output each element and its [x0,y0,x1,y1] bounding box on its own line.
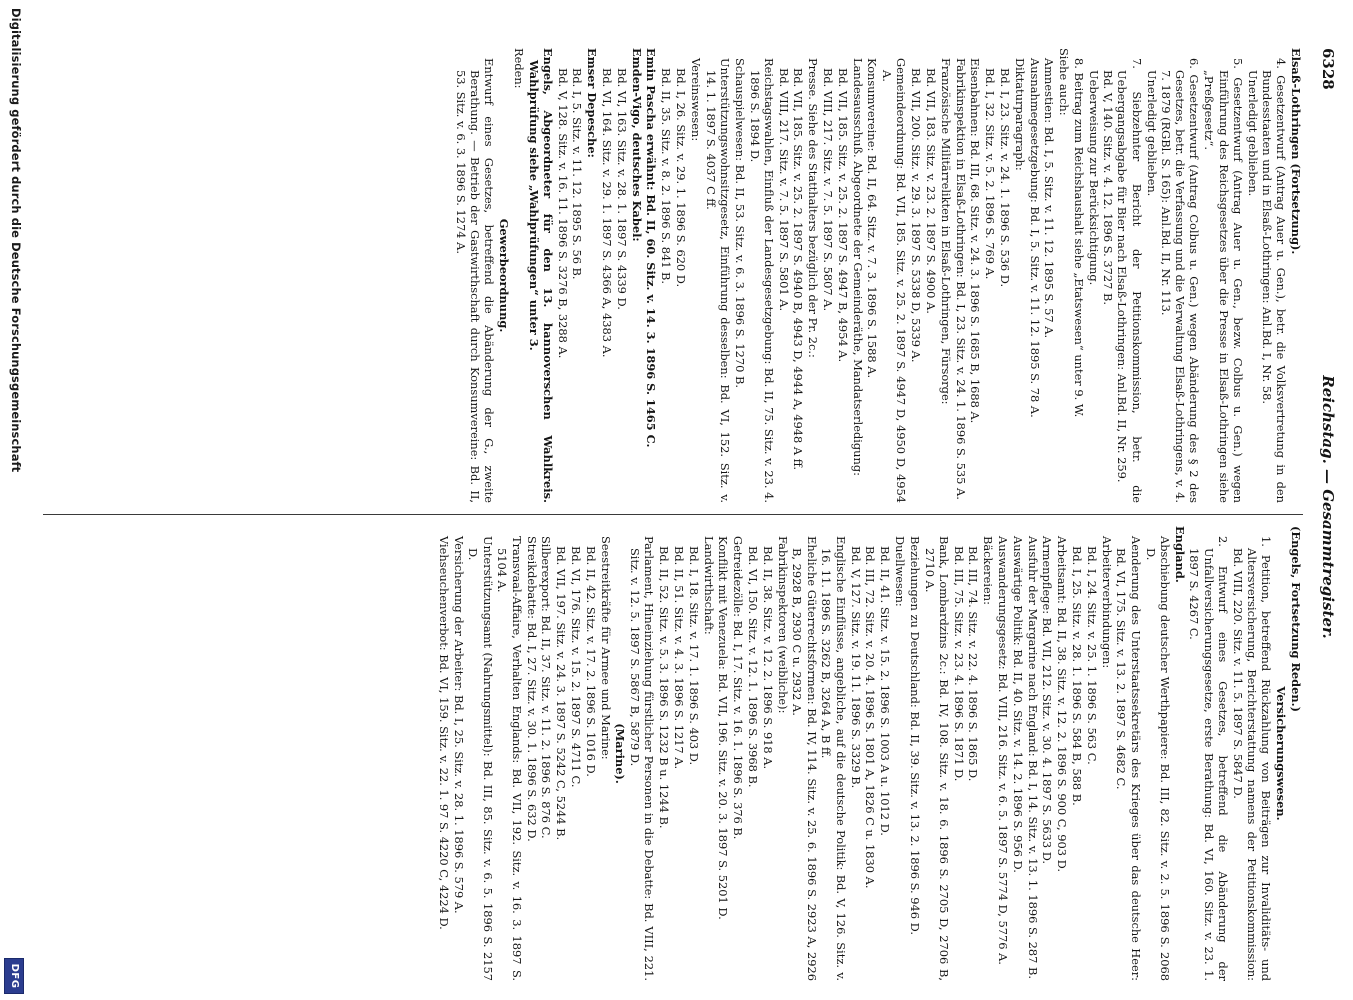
index-entry: Landwirthschaft: [701,536,716,635]
index-entry: Entwurf eines Gesetzes, betreffend die Abänderung der G., zweite Berathung. — Betrieb der Gastwirthschaft durch Konsumvereine: Bd. II, 53. Sitz. v. 6. 3. 1896 S. 1274 A. [453,58,497,503]
index-entry: Bd. I, 25. Sitz. v. 28. 1. 1896 S. 584 B, 588 B. [1070,546,1085,806]
index-entry: Seestreitkräfte für Armee und Marine: [598,536,613,760]
index-entry: Auswanderungsgesetz: Bd. VIII, 216. Sitz. v. 6. 5. 1897 S. 5774 D, 5776 A. [996,536,1011,965]
index-entry: Siehe auch: [1057,48,1072,116]
index-entry: Bd. II, 42. Sitz. v. 17. 2. 1896 S. 1016 D. [583,546,598,777]
index-entry: Bd. I, 24. Sitz. v. 25. 1. 1896 S. 563 C. [1084,546,1099,765]
index-entry: Bd. I, 18. Sitz. v. 17. 1. 1896 S. 403 D. [686,546,701,766]
index-entry: Auswärtige Politik: Bd. II, 40. Sitz. v. 14. 2. 1896 S. 956 D. [1010,536,1025,873]
index-entry: Bd. VI, 163. Sitz. v. 28. 1. 1897 S. 4339 D. [614,68,629,310]
index-entry: Silberexport: Bd. II, 37. Sitz. v. 11. 2. 1896 S. 876 C. [539,536,554,839]
left-column [48,48,1303,503]
index-entry: Fabrikinspektion in Elsaß-Lothringen: Bd. I, 23. Sitz. v. 24. 1. 1896 S. 535 A. [953,58,968,500]
index-entry: Reichstagswahlen, Einfluß der Landesgesetzgebung: Bd. II, 75. Sitz. v. 23. 4. 1896 S. 1894 D. [747,58,776,503]
index-entry: Gemeindeordnung: Bd. VII, 185. Sitz. v. 25. 2. 1897 S. 4947 D, 4950 D, 4954 A. [880,58,909,503]
index-entry: Vereinswesen: [688,58,703,142]
index-entry: (Marine). [613,723,628,784]
running-title: Reichstag. — Gesammtregister. [1319,375,1337,639]
index-entry: Duellwesen: [892,536,907,607]
index-entry: Amnestien: Bd. I, 5. Sitz. v. 11. 12. 1895 S. 57 A. [1042,58,1057,339]
index-entry: Parlament, Hineinziehung fürstlicher Personen in die Debatte: Bd. VIII, 221. Sitz. v. 12. 5. 1897 S. 5867 B, 5879 D. [628,536,657,981]
index-entry: Ausfuhr der Margarine nach England: Bd. I, 14. Sitz. v. 13. 1. 1896 S. 287 B. [1025,536,1040,979]
index-entry: Arbeitsamt: Bd. II, 38. Sitz. v. 12. 2. 1896 S. 900 C, 903 D. [1055,536,1070,872]
index-entry: Bank, Lombardzins 2c.: Bd. IV, 108. Sitz. v. 18. 6. 1896 S. 2705 D, 2706 B, 2710 A. [922,536,951,981]
index-entry: Fabrikinspektoren (weibliche): [775,536,790,714]
index-entry: Bd. II, 52. Sitz. v. 5. 3. 1896 S. 1232 B u. 1244 B. [657,546,672,829]
index-entry: 7. Siebzehnter Bericht der Petitionskommission, betr. die Uebergangsabgabe für Bier nach Elsaß-Lothringen: Anl.Bd. II, Nr. 259. Bd. V, 140. Sitz. v. 4. 12. 1896 S. 3727 B. Ueberweisung zur Berücksichtigung. [1086,58,1144,503]
right-column [48,526,1303,981]
index-entry: (Engels, Fortsetzung Reden.) [1289,526,1303,713]
index-entry: Bd. VII, 200. Sitz. v. 29. 3. 1897 S. 5338 D, 5339 A. [909,68,924,363]
index-entry: Arbeiterverbindungen: [1099,536,1114,669]
index-entry: Bd. VI, 176. Sitz. v. 15. 2. 1897 S. 4711 C. [568,546,583,788]
index-entry: Emin Pascha erwähnt: Bd. II, 60. Sitz. v. 14. 3. 1896 S. 1465 C. [644,48,659,448]
index-entry: Emden-Vigo, deutsches Kabel: [629,48,644,242]
index-entry: Unterstützungsamt (Nahrungsmittel): Bd. III, 85. Sitz. v. 6. 5. 1896 S. 2157 D. [466,536,495,981]
index-entry: Elsaß-Lothringen (Fortsetzung). [1289,48,1303,255]
index-entry: Viehseuchenverbot: Bd. VI, 159. Sitz. v. 22. 1. 97 S. 4220 C, 4224 D. [436,536,451,930]
index-entry: 1. Petition, betreffend Rückzahlung von Beiträgen zur Invaliditäts- und Altersversicherung, Berichterstattung namens der Petitionskommission: Bd. VIII, 220. Sitz. v. 11. 5. 1897 S. 5847 D. [1230,536,1274,981]
index-entry: Französische Militärrelikten in Elsaß-Lothringen, Fürsorge: [938,58,953,405]
index-entry: Abschiebung deutscher Werthpapiere: Bd. III, 82. Sitz. v. 2. 5. 1896 S. 2068 D. [1143,536,1172,981]
index-entry: Aenderung des Unterstaatssekretärs des Krieges über das deutsche Heer: Bd. VI, 175. Sitz. v. 13. 2. 1897 S. 4682 C. [1114,536,1143,981]
index-entry: Landesausschuß. Abgeordnete der Gemeinderäthe, Mandatserledigung: [850,58,865,476]
index-entry: Bd. VII, 185. Sitz. v. 25. 2. 1897 S. 4940 B, 4943 D, 4944 A, 4948 A ff. [791,68,806,471]
index-entry: Eisenbahnen: Bd. III, 68. Sitz. v. 24. 3. 1896 S. 1685 B, 1688 A. [968,58,983,424]
index-entry: Bd. V, 127. Sitz. v. 19. 11. 1896 S. 3329 B. [848,546,863,789]
index-entry: Bd. III, 72. Sitz. v. 20. 4. 1896 S. 1801 A, 1826 C u. 1830 A. [863,546,878,889]
index-entry: 2. Entwurf eines Gesetzes, betreffend die Abänderung der Unfallversicherungsgesetze, erste Berathung: Bd. VI, 160. Sitz. v. 23. 1. 1897 S. 4267 C. [1187,536,1231,981]
index-entry: Konflikt mit Venezuela: Bd. VII, 196. Sitz. v. 20. 3. 1897 S. 5201 D. [716,536,731,920]
index-entry: Bd. VII, 185. Sitz. v. 25. 2. 1897 S. 4947 B, 4954 A. [835,68,850,363]
index-entry: Bd. VIII, 217. Sitz. v. 7. 5. 1897 S. 5807 A. [821,68,835,312]
index-entry: Bd. VII, 197. Sitz. v. 24. 3. 1897 S. 5242 C, 5244 B. [554,546,569,841]
index-entry: Bd. V, 128. Sitz. v. 16. 11. 1896 S. 3276 B, 3288 A. [555,68,570,359]
index-entry: Konsumvereine: Bd. II, 64. Sitz. v. 7. 3. 1896 S. 1588 A. [865,58,880,379]
page-header [1313,48,1337,966]
index-entry: Bd. II, 41. Sitz. v. 15. 2. 1896 S. 1003 A u. 1012 D. [878,546,893,836]
index-entry: England. [1172,526,1187,583]
index-entry: Beziehungen zu Deutschland: Bd. II, 39. Sitz. v. 13. 2. 1896 S. 946 D. [907,536,922,935]
index-entry: 8. Beitrag zum Reichshaushalt siehe „Etatswesen“ unter 9. W. [1072,58,1087,418]
index-entry: Bd. VIII, 217. Sitz. v. 7. 5. 1897 S. 5801 A. [776,68,791,312]
index-entry: Bd. II, 35. Sitz. v. 8. 2. 1896 S. 841 B. [659,68,674,285]
index-entry: Englische Einflüsse, angebliche, auf die deutsche Politik: Bd. V, 126. Sitz. v. 16. 11. 1896 S. 3262 B, 3264 A, B ff. [819,536,848,981]
index-entry: 6. Gesetzentwurf (Antrag Colbus u. Gen.) wegen Abänderung des § 2 des Gesetzes, betr. die Verfassung und die Verwaltung Elsaß-Lothringens, v. 4. 7. 1879 (RGBl. S. 165): Anl.Bd. II, Nr. 113. Unerledigt geblieben. [1144,58,1202,503]
digitization-footer [5,0,23,1000]
index-entry: Bd. VI, 150. Sitz. v. 12. 1. 1896 S. 3968 B. [746,546,761,788]
index-entry: Bd. III, 75. Sitz. v. 23. 4. 1896 S. 1871 D. [951,546,966,782]
index-entry: Engels, Abgeordneter für den 13. hannoverschen Wahlkreis. Wahlprüfung siehe „Wahlprüfungen“ unter 3. [526,48,555,503]
index-entry: Bd. VII, 183. Sitz. v. 23. 2. 1897 S. 4900 A. [924,68,939,314]
index-entry: Diktaturparagraph: [1012,58,1027,171]
index-entry: Bd. VI, 164. Sitz. v. 29. 1. 1897 S. 4366 A, 4383 A. [600,68,615,358]
index-entry: Bd. II, 38. Sitz. v. 12. 2. 1896 S. 918 A. [760,546,775,770]
index-entry: Eheliche Güterrechtsformen: Bd. IV, 114. Sitz. v. 25. 6. 1896 S. 2923 A, 2926 B, 2928 B, 2930 C u. 2932 A. [790,536,819,981]
column-divider [43,514,1303,515]
index-entry: Bd. I, 26. Sitz. v. 29. 1. 1896 S. 620 D. [674,68,689,288]
page-number: 6328 [1319,48,1337,90]
index-entry: Streikdebatte: Bd. I, 27. Sitz. v. 30. 1. 1896 S. 632 D. [524,536,539,842]
index-entry: Unterstützungswohnsitzgesetz, Einführung desselben: Bd. VI, 152. Sitz. v. 14. 1. 1897 S. 4037 C ff. [703,58,732,503]
index-entry: 4. Gesetzentwurf (Antrag Auer u. Gen.), betr. die Volksvertretung in den Bundesstaaten und in Elsaß-Lothringen: Anl.Bd. I, Nr. 58. Unerledigt geblieben. [1245,58,1289,503]
index-entry: Armenpflege: Bd. VII, 212. Sitz. v. 30. 4. 1897 S. 5633 D. [1040,536,1055,865]
index-entry: Schauspielwesen: Bd. II, 53. Sitz. v. 6. 3. 1896 S. 1270 B. [732,58,747,388]
index-entry: Versicherung der Arbeiter: Bd. I, 25. Sitz. v. 28. 1. 1896 S. 579 A. [451,536,466,914]
index-entry: Getreidezölle: Bd. I, 17. Sitz. v. 16. 1. 1896 S. 376 B. [731,536,746,840]
funding-note: Digitalisierung gefördert durch die Deutsche Forschungsgemeinschaft [9,8,23,473]
index-entry: Presse. Siehe des Statthalters bezüglich der Pr. 2c.: [806,58,821,358]
index-entry: Gewerbeordnung. [496,218,511,333]
index-entry: Ausnahmegesetzgebung: Bd. I, 5. Sitz. v. 11. 12. 1895 S. 78 A. [1027,58,1042,418]
index-entry: Reden: [511,48,526,89]
index-entry: Emser Depesche: [585,48,600,158]
index-entry: Versicherungswesen. [1274,686,1289,821]
dfg-logo-icon: DFG [4,958,24,994]
index-entry: Bd. I, 32. Sitz. v. 5. 2. 1896 S. 769 A. [983,68,998,280]
index-entry: Transvaal-Affaire, Verhalten Englands: Bd. VII, 192. Sitz. v. 16. 3. 1897 S. 5104 A. [495,536,524,981]
index-entry: Bäckereien: [981,536,996,605]
index-entry: Bd. I, 23. Sitz. v. 24. 1. 1896 S. 536 D. [998,68,1013,288]
index-entry: Bd. III, 74. Sitz. v. 22. 4. 1896 S. 1865 D. [966,546,981,782]
index-entry: 5. Gesetzentwurf (Antrag Auer u. Gen., bezw. Colbus u. Gen.) wegen Einführung des Reichsgesetzes über die Presse in Elsaß-Lothringen siehe „Preßgesetz“. [1202,58,1245,503]
index-entry: Bd. II, 51. Sitz. v. 4. 3. 1896 S. 1217 A. [672,546,687,770]
index-entry: Bd. I, 5. Sitz. v. 11. 12. 1895 S. 56 B. [570,68,585,280]
